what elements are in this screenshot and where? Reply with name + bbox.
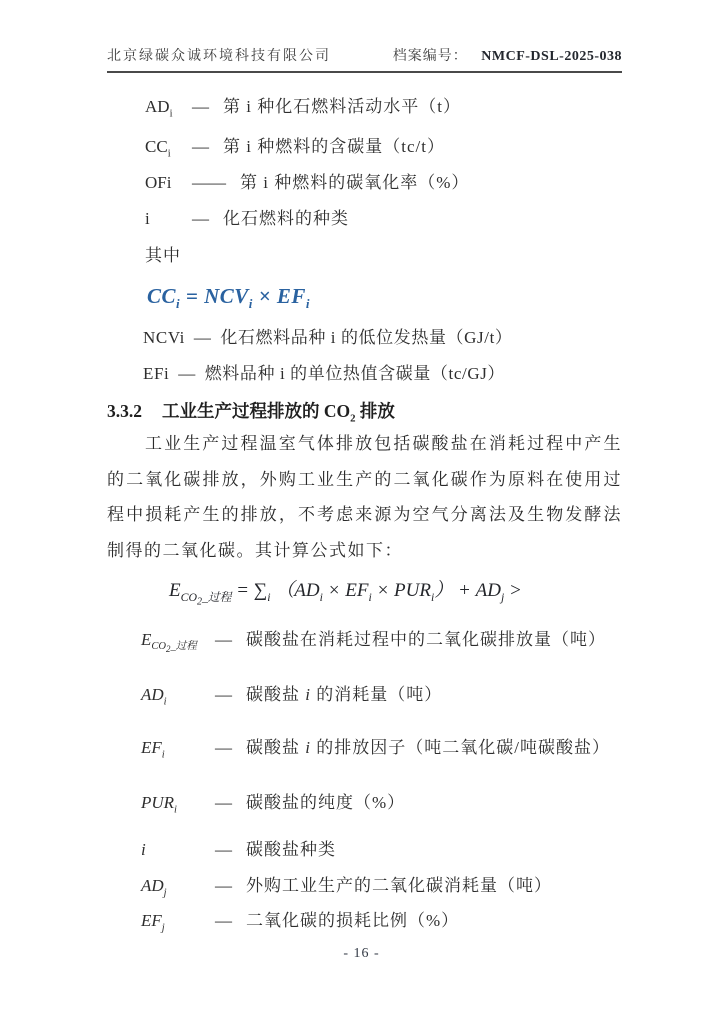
definition-desc: 第 i 种化石燃料活动水平（t） [223, 97, 461, 116]
definition-desc: 二氧化碳的损耗比例（%） [246, 911, 460, 930]
definition-row-adi [107, 95, 622, 119]
definition-desc: 碳酸盐在消耗过程中的二氧化碳排放量（吨） [246, 630, 606, 649]
archive-field [393, 48, 622, 66]
definition-row-i [107, 207, 622, 231]
definition-dash: — [192, 97, 209, 116]
body-paragraph: 工业生产过程温室气体排放包括碳酸盐在消耗过程中产生的二氧化碳排放，外购工业生产的二氧化碳作为原料在使用过程中损耗产生的排放，不考虑来源为空气分离法及生物发酵法制得的二氧化碳。其计算公式如下： [107, 434, 622, 560]
definition-dash: — [193, 328, 212, 347]
definition-term: $AD_j$ [141, 876, 167, 899]
definition-dash: — [215, 793, 232, 812]
definition-dash: — [215, 911, 232, 930]
definition-row-efj [107, 907, 622, 935]
company-name: 北京绿碳众诚环境科技有限公司 [107, 49, 331, 64]
definition-term: i [141, 840, 146, 859]
definition-dash: — [178, 364, 196, 383]
section-heading [107, 398, 622, 424]
definition-desc: 碳酸盐 i 的排放因子（吨二氧化碳/吨碳酸盐） [246, 738, 610, 757]
definition-desc: 第 i 种燃料的碳氧化率（%） [240, 173, 470, 192]
definition-desc: 化石燃料品种 i 的低位发热量（GJ/t） [220, 328, 513, 347]
definition-dash: — [215, 876, 232, 895]
process-formula: $E_{CO_2\_过程} = \sum_i$ $(AD_i \times EF_i \times PUR_i) + AD_j$ > [169, 580, 522, 608]
definition-term: $AD_i$ [145, 97, 173, 120]
definition-row-i2 [107, 836, 622, 864]
definition-term: $CC_i$ [145, 137, 171, 160]
definition-desc: 化石燃料的种类 [223, 209, 349, 228]
definition-term: $EF_i$ [141, 738, 165, 761]
definition-term: EFi [143, 364, 170, 383]
definition-term: NCVi [143, 328, 185, 347]
definition-desc: 燃料品种 i 的单位热值含碳量（tc/GJ） [204, 364, 506, 383]
definition-term: $EF_j$ [141, 911, 165, 934]
definition-term: OFi [145, 173, 172, 192]
definition-row-efi2 [107, 734, 622, 762]
definition-dash: — [215, 738, 232, 757]
document-body [107, 95, 622, 935]
definition-dash: — [192, 137, 209, 156]
definition-row-ncvi [107, 326, 622, 350]
definition-row-puri [107, 789, 622, 817]
definition-term: $PUR_i$ [141, 793, 177, 816]
definition-row-adi2 [107, 681, 622, 709]
definition-desc: 碳酸盐的纯度（%） [246, 793, 406, 812]
page-header [107, 48, 622, 73]
definition-desc: 外购工业生产的二氧化碳消耗量（吨） [246, 876, 552, 895]
definition-term: $AD_i$ [141, 685, 167, 708]
archive-number: NMCF-DSL-2025-038 [481, 49, 622, 64]
definition-row-e-process [107, 626, 622, 654]
intro-label: 其中 [145, 246, 181, 265]
cc-formula: $CC_i = NCV_i \times EF_i$ [147, 284, 311, 312]
page-number: - 16 - [343, 946, 380, 961]
definition-desc: 碳酸盐种类 [246, 840, 336, 859]
archive-label: 档案编号： [392, 49, 468, 64]
definition-desc: 碳酸盐 i 的消耗量（吨） [246, 685, 443, 704]
definition-row-cci [107, 135, 622, 159]
definition-dash: — [215, 630, 232, 649]
definition-dash: —— [192, 173, 226, 192]
definition-desc: 第 i 种燃料的含碳量（tc/t） [223, 137, 445, 156]
section-number: 3.3.2 [107, 401, 142, 421]
definition-dash: — [192, 209, 209, 228]
definition-row-adj [107, 872, 622, 900]
definition-row-efi [107, 362, 622, 386]
definition-row-ofi [107, 171, 622, 195]
section-title: 工业生产过程排放的 $CO_2$ 排放 [162, 401, 395, 425]
definition-dash: — [215, 840, 232, 859]
definition-term: $E_{CO_2\_过程}$ [141, 630, 197, 655]
definition-term: i [145, 209, 150, 228]
definition-dash: — [215, 685, 232, 704]
